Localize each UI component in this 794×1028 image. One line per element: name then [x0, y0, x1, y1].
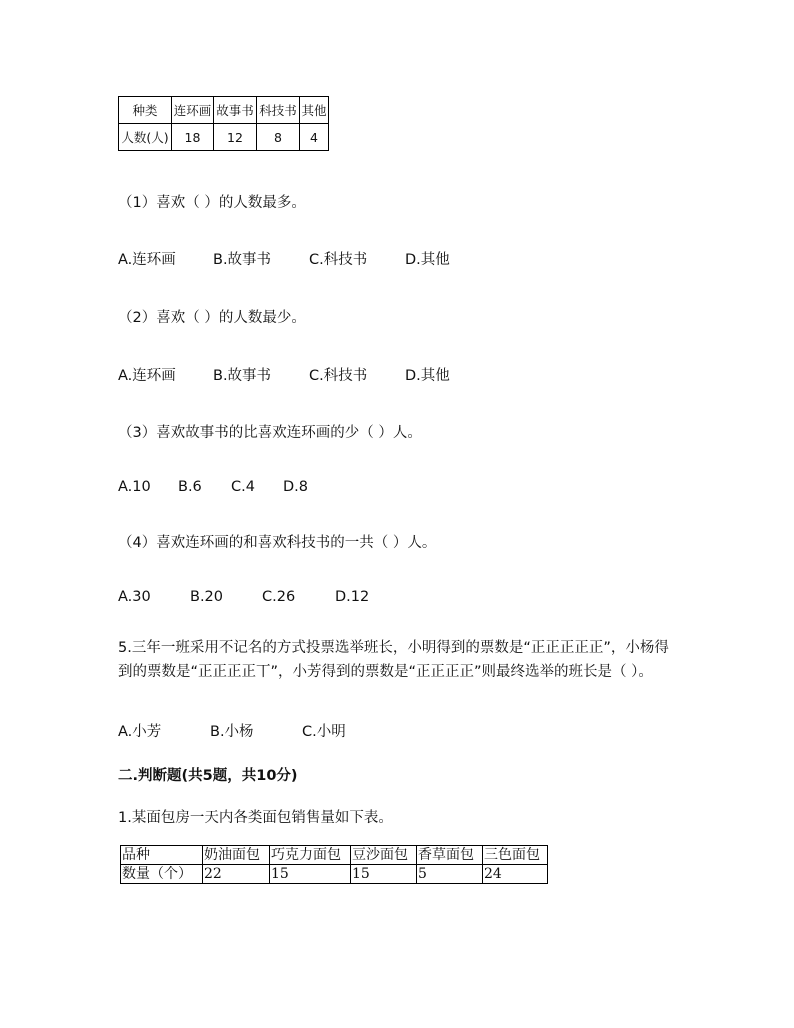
option-c: C.科技书 [309, 368, 368, 384]
table-cell: 8 [257, 124, 300, 151]
question-2-text: （2）喜欢（ ）的人数最少。 [118, 310, 306, 326]
table-row [121, 865, 548, 884]
table-cell: 15 [270, 865, 351, 884]
reading-preference-table [118, 96, 329, 151]
option-a: A.连环画 [118, 252, 176, 268]
table-cell: 4 [300, 124, 329, 151]
option-c: C.小明 [302, 724, 346, 740]
option-c: C.4 [231, 479, 255, 495]
table-cell: 12 [214, 124, 257, 151]
table-cell: 22 [203, 865, 270, 884]
table-cell: 种类 [119, 97, 172, 124]
option-d: D.其他 [405, 252, 450, 268]
table-cell: 故事书 [214, 97, 257, 124]
table-cell: 奶油面包 [203, 846, 270, 865]
section-2-question-1-text: 1.某面包房一天内各类面包销售量如下表。 [118, 810, 393, 826]
option-b: B.小杨 [210, 724, 254, 740]
table-header-row [121, 846, 548, 865]
option-a: A.小芳 [118, 724, 162, 740]
option-a: A.连环画 [118, 368, 176, 384]
option-c: C.26 [262, 589, 296, 605]
table-cell: 巧克力面包 [270, 846, 351, 865]
table-cell: 三色面包 [483, 846, 548, 865]
table-header-row [119, 97, 329, 124]
table-cell: 品种 [121, 846, 203, 865]
table-cell: 5 [417, 865, 483, 884]
table-cell: 18 [172, 124, 214, 151]
question-1-text: （1）喜欢（ ）的人数最多。 [118, 195, 306, 211]
section-heading: 二.判断题(共5题，共10分) [118, 768, 298, 784]
question-5-text: 5.三年一班采用不记名的方式投票选举班长，小明得到的票数是“正正正正正”，小杨得到的票数是“正正正正丅”，小芳得到的票数是“正正正正”则最终选举的班长是（ ）。 [118, 640, 669, 680]
question-4-text: （4）喜欢连环画的和喜欢科技书的一共（ ）人。 [118, 535, 437, 551]
option-c: C.科技书 [309, 252, 368, 268]
table-row [119, 124, 329, 151]
table-cell: 豆沙面包 [351, 846, 417, 865]
option-d: D.其他 [405, 368, 450, 384]
table-cell: 其他 [300, 97, 329, 124]
option-b: B.故事书 [213, 252, 272, 268]
option-b: B.故事书 [213, 368, 272, 384]
option-b: B.6 [178, 479, 202, 495]
table-cell: 人数(人) [119, 124, 172, 151]
table-cell: 连环画 [172, 97, 214, 124]
option-d: D.8 [283, 479, 308, 495]
table-cell: 科技书 [257, 97, 300, 124]
table-cell: 香草面包 [417, 846, 483, 865]
table-cell: 24 [483, 865, 548, 884]
bread-sales-table [120, 845, 548, 884]
table-cell: 15 [351, 865, 417, 884]
question-3-text: （3）喜欢故事书的比喜欢连环画的少（ ）人。 [118, 425, 422, 441]
option-a: A.30 [118, 589, 151, 605]
option-d: D.12 [335, 589, 370, 605]
option-a: A.10 [118, 479, 151, 495]
table-cell: 数量（个） [121, 865, 203, 884]
option-b: B.20 [190, 589, 224, 605]
